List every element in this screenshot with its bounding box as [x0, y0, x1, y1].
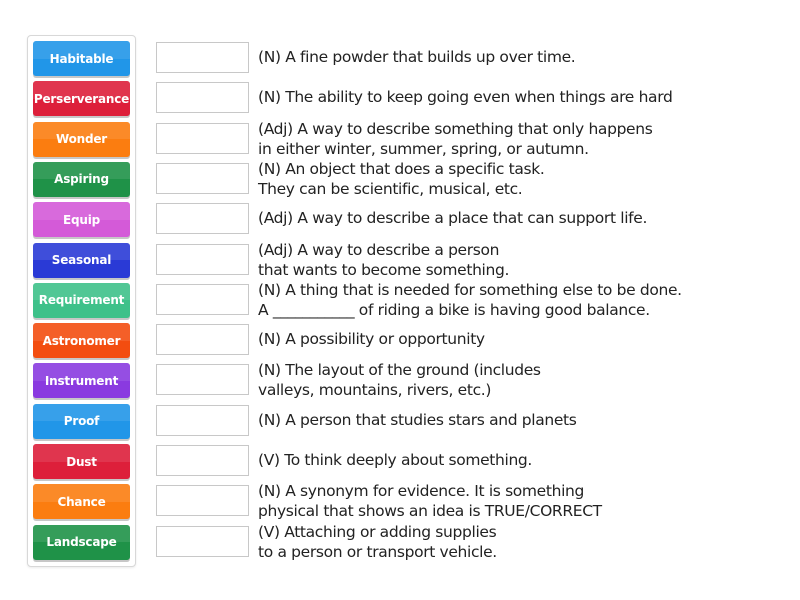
definition-line: (V) Attaching or adding supplies — [258, 522, 497, 541]
definition-text — [258, 208, 778, 228]
answer-drop-box[interactable] — [156, 485, 249, 516]
word-tile-label: Landscape — [46, 535, 117, 550]
answer-drop-box[interactable] — [156, 82, 249, 113]
answer-drop-box[interactable] — [156, 244, 249, 275]
answer-drop-box[interactable] — [156, 405, 249, 436]
word-tile-label: Perserverance — [33, 91, 130, 106]
definition-line: valleys, mountains, rivers, etc.) — [258, 381, 492, 400]
definition-text — [258, 329, 778, 349]
word-tile-label: Dust — [66, 454, 97, 469]
word-tile-landscape[interactable] — [33, 525, 130, 560]
definition-line: (Adj) A way to describe a place that can support life. — [258, 209, 648, 228]
definition-text — [258, 159, 778, 199]
word-tile-requirement[interactable] — [33, 283, 130, 318]
word-tile-label: Aspiring — [54, 172, 109, 187]
definition-line: physical that shows an idea is TRUE/CORRECT — [258, 502, 602, 521]
definition-line: (N) A person that studies stars and planets — [258, 410, 577, 429]
answer-drop-box[interactable] — [156, 445, 249, 476]
answer-drop-box[interactable] — [156, 42, 249, 73]
word-tile-dust[interactable] — [33, 444, 130, 479]
definition-text — [258, 450, 778, 470]
definition-text — [258, 280, 778, 320]
definition-text — [258, 481, 778, 521]
definition-text — [258, 240, 778, 280]
definition-line: (N) A fine powder that builds up over time. — [258, 48, 576, 66]
definition-line: (N) The ability to keep going even when things are hard — [258, 88, 673, 107]
word-tile-label: Equip — [62, 212, 101, 227]
answer-drop-box[interactable] — [156, 123, 249, 154]
definition-line: (V) To think deeply about something. — [258, 451, 532, 469]
word-tile-label: Chance — [57, 494, 106, 509]
answer-drop-box[interactable] — [156, 203, 249, 234]
word-tile-label: Astronomer — [42, 333, 121, 348]
definition-line: (N) A synonym for evidence. It is something — [258, 482, 584, 501]
definition-text — [258, 87, 778, 107]
word-tile-wonder[interactable] — [33, 122, 130, 157]
answer-drop-box[interactable] — [156, 526, 249, 557]
word-tile-label: Wonder — [55, 132, 108, 147]
definition-line: They can be scientific, musical, etc. — [258, 179, 523, 198]
word-tile-panel — [27, 35, 136, 567]
definition-text — [258, 522, 778, 562]
definition-line: to a person or transport vehicle. — [258, 542, 497, 561]
definition-text — [258, 360, 778, 400]
definition-line: (N) An object that does a specific task. — [258, 159, 545, 178]
answer-drop-box[interactable] — [156, 163, 249, 194]
definition-text — [258, 119, 778, 159]
definition-line: (N) The layout of the ground (includes — [258, 361, 541, 380]
word-tile-proof[interactable] — [33, 404, 130, 439]
definition-line: (Adj) A way to describe a person — [258, 240, 500, 259]
word-tile-habitable[interactable] — [33, 41, 130, 76]
word-tile-instrument[interactable] — [33, 363, 130, 398]
definition-line: (N) A possibility or opportunity — [258, 330, 485, 349]
answer-drop-box[interactable] — [156, 364, 249, 395]
word-tile-aspiring[interactable] — [33, 162, 130, 197]
word-tile-chance[interactable] — [33, 484, 130, 519]
word-tile-seasonal[interactable] — [33, 243, 130, 278]
word-tile-astronomer[interactable] — [33, 323, 130, 358]
definition-text — [258, 410, 778, 430]
answer-drop-box[interactable] — [156, 284, 249, 315]
answer-drop-box[interactable] — [156, 324, 249, 355]
definition-line: in either winter, summer, spring, or autumn. — [258, 139, 589, 158]
definition-line: that wants to become something. — [258, 260, 510, 279]
definition-text — [258, 47, 778, 67]
word-tile-label: Seasonal — [51, 253, 112, 267]
word-tile-equip[interactable] — [33, 202, 130, 237]
word-tile-label: Habitable — [49, 51, 114, 66]
definition-line: (Adj) A way to describe something that only happens — [258, 119, 653, 138]
definition-line: A ___________ of riding a bike is having good balance. — [258, 300, 650, 319]
definition-line: (N) A thing that is needed for something else to be done. — [258, 280, 682, 299]
word-tile-label: Instrument — [44, 373, 119, 388]
word-tile-label: Proof — [63, 414, 100, 429]
word-tile-perserverance[interactable] — [33, 81, 130, 116]
word-tile-label: Requirement — [38, 293, 125, 308]
